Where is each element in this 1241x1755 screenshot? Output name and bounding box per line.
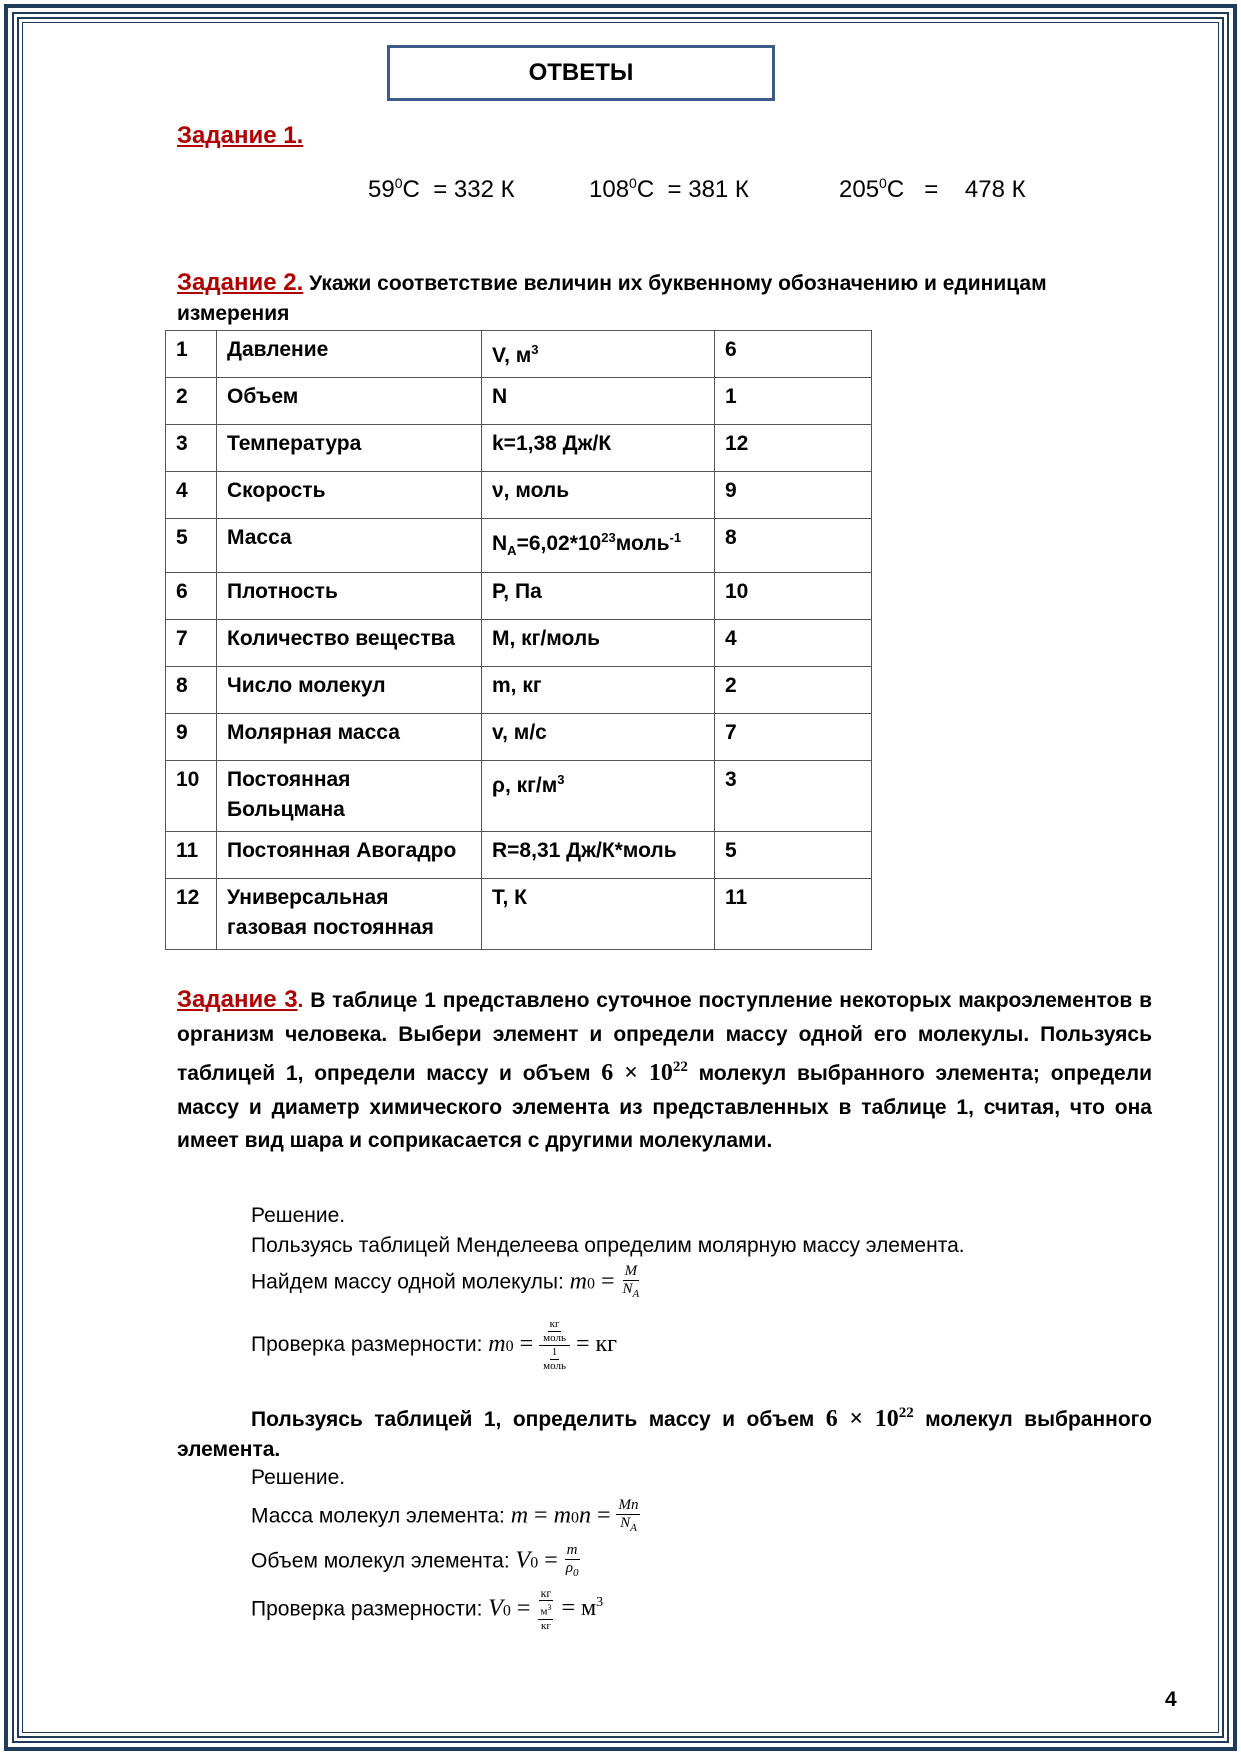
quantity-name: Молярная масса (217, 714, 482, 761)
solution2-line3: Проверка размерности: V0 = $\frac{кг}{\frac{м^3}{кг}}$ = $м^3$ (251, 1586, 604, 1632)
quantity-name: Объем (217, 378, 482, 425)
row-number: 9 (166, 714, 217, 761)
row-number: 2 (166, 378, 217, 425)
answer-number: 5 (715, 832, 872, 879)
table-row (166, 519, 872, 573)
task3-statement: Задание 3. В таблице 1 представлено суточное поступление некоторых макроэлементов в организм человека. Выбери элемент и определи массу одной его молекулы. Пользуясь таблицей 1, определи массу и объем $6 \times 10^{22}$ молекул выбранного элемента; определи массу и диаметр химического элемента из представленных в таблице 1, считая, что она имеет вид шара и соприкасается с другими молекулами. (177, 986, 1152, 1152)
table-row (166, 620, 872, 667)
row-number: 1 (166, 331, 217, 378)
answers-title: ОТВЕТЫ (387, 45, 775, 101)
symbol-unit: k=1,38 Дж/К (482, 425, 715, 472)
answer-number: 4 (715, 620, 872, 667)
solution1-label: Решение. (251, 1204, 346, 1227)
row-number: 6 (166, 573, 217, 620)
table-row (166, 425, 872, 472)
answer-number: 10 (715, 573, 872, 620)
task3-count: $6 \times 10^{22}$ (601, 1059, 688, 1086)
row-number: 5 (166, 519, 217, 573)
row-number: 10 (166, 761, 217, 832)
symbol-unit: $N_A=6,02*10^{23}моль^{-1}$ (482, 519, 715, 573)
solution1-line3: Проверка размерности: m0 = $\frac{\frac{кг}{\text{моль}}}{\frac{1}{\text{моль}}}$ = кг (251, 1318, 618, 1372)
answer-number: 6 (715, 331, 872, 378)
temp-conversion-2: $108^0С = 381$ К (589, 175, 749, 203)
answer-number: 1 (715, 378, 872, 425)
table-row (166, 331, 872, 378)
row-number: 7 (166, 620, 217, 667)
answer-number: 7 (715, 714, 872, 761)
quantity-name: Температура (217, 425, 482, 472)
temp-conversion-3: $205^0С$ = 478 К (839, 175, 1026, 203)
quantity-name: Универсальная газовая постоянная (217, 879, 482, 950)
temp-conversion-1: $59^0С = 332$ К (368, 175, 515, 203)
quantity-name: Масса (217, 519, 482, 573)
solution2-line2: Объем молекул элемента: V0 = $\frac{m}{\rho_0}$ (251, 1542, 580, 1582)
row-number: 11 (166, 832, 217, 879)
symbol-unit: R=8,31 Дж/К*моль (482, 832, 715, 879)
row-number: 3 (166, 425, 217, 472)
quantity-name: Постоянная Авогадро (217, 832, 482, 879)
formula-m0-fraction: $\frac{M}{N_A}$ (622, 1263, 640, 1300)
symbol-unit: v, м/с (482, 714, 715, 761)
task3-text-a: В таблице 1 представлено суточное поступление некоторых макроэлементов в организм человека. Выбери элемент и определи массу одной его молекулы. Пользуясь таблицей 1, определи массу и объем (177, 989, 1152, 1085)
table-row (166, 667, 872, 714)
solution2-label: Решение. (251, 1466, 346, 1489)
symbol-unit: ρ, $кг/м^3$ (482, 761, 715, 832)
task3-part2: Пользуясь таблицей 1, определить массу и объем $6 \times 10^{22}$ молекул выбранного элемента. (177, 1405, 1152, 1461)
symbol-unit: T, К (482, 879, 715, 950)
solution1-line1: Пользуясь таблицей Менделеева определим молярную массу элемента. (251, 1234, 965, 1257)
answer-number: 12 (715, 425, 872, 472)
formula-v0-fraction: $\frac{m}{\rho_0}$ (565, 1542, 579, 1579)
quantity-name: Количество вещества (217, 620, 482, 667)
symbol-unit: P, Па (482, 573, 715, 620)
symbol-unit: ν, моль (482, 472, 715, 519)
table-row (166, 472, 872, 519)
quantity-name: Постоянная Больцмана (217, 761, 482, 832)
matching-table (165, 330, 872, 950)
table-row (166, 761, 872, 832)
symbol-unit: M, кг/моль (482, 620, 715, 667)
symbol-unit: N (482, 378, 715, 425)
dimension-check-2: $\frac{кг}{\frac{м^3}{кг}}$ (540, 1586, 552, 1632)
answer-number: 2 (715, 667, 872, 714)
table-row (166, 573, 872, 620)
quantity-name: Число молекул (217, 667, 482, 714)
row-number: 12 (166, 879, 217, 950)
answer-number: 8 (715, 519, 872, 573)
symbol-unit: V, $м^3$ (482, 331, 715, 378)
solution2-line1: Масса молекул элемента: m = m0n = $\frac{Mn}{N_A}$ (251, 1497, 640, 1537)
row-number: 4 (166, 472, 217, 519)
table-row (166, 378, 872, 425)
solution1-line2: Найдем массу одной молекулы: m0 = $\frac{M}{N_A}$ (251, 1263, 641, 1303)
answer-number: 9 (715, 472, 872, 519)
table-row (166, 832, 872, 879)
table-row (166, 879, 872, 950)
quantity-name: Плотность (217, 573, 482, 620)
dimension-check-1: $\frac{\frac{кг}{\text{моль}}}{\frac{1}{\text{моль}}}$ (539, 1318, 570, 1373)
answer-number: 3 (715, 761, 872, 832)
table-row (166, 714, 872, 761)
task2-heading: Задание 2. (177, 269, 304, 296)
task3-text-b: молекул выбранного элемента; определи массу и диаметр химического элемента из представленных в таблице 1, считая, что она имеет вид шара и соприкасается с другими молекулами. (177, 1062, 1152, 1152)
quantity-name: Давление (217, 331, 482, 378)
symbol-unit: m, кг (482, 667, 715, 714)
task2-text: Укажи соответствие величин их буквенному обозначению и единицам измерения (177, 272, 1047, 325)
row-number: 8 (166, 667, 217, 714)
task3-heading: Задание 3 (177, 986, 298, 1013)
task1-heading: Задание 1. (177, 122, 304, 149)
page-number: 4 (1165, 1688, 1177, 1711)
quantity-name: Скорость (217, 472, 482, 519)
answer-number: 11 (715, 879, 872, 950)
task2-statement (177, 268, 1107, 329)
formula-m-fraction: $\frac{Mn}{N_A}$ (618, 1497, 639, 1534)
